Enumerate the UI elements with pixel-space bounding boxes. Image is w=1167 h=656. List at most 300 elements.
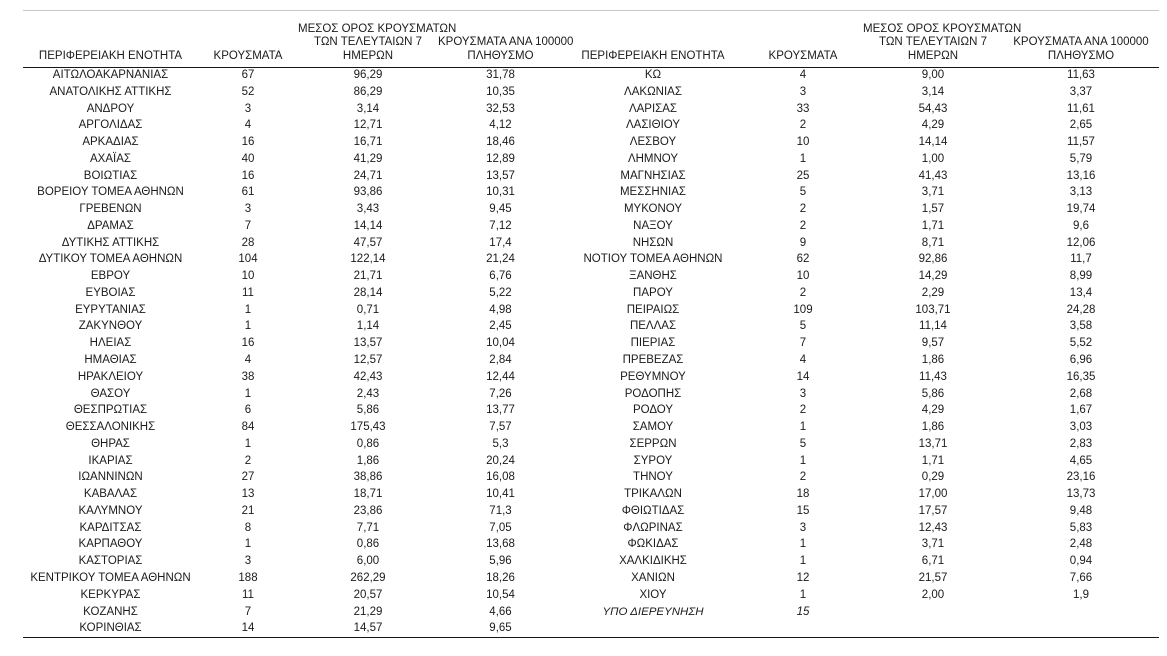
table-row — [563, 486, 1159, 503]
per100k-cell: 3,13 — [1069, 186, 1093, 199]
cases-cell: 61 — [241, 186, 255, 199]
cases-cell: 4 — [799, 69, 807, 81]
avg7-cell: 3,14 — [921, 85, 945, 98]
region-cell: ΡΕΘΥΜΝΟΥ — [620, 370, 686, 383]
table-row — [563, 469, 1159, 486]
cases-cell: 9 — [799, 236, 807, 249]
region-cell: ΡΟΔΟΥ — [632, 404, 674, 417]
per100k-cell: 3,03 — [1069, 421, 1093, 434]
region-cell: ΙΚΑΡΙΑΣ — [88, 454, 133, 467]
table-row — [23, 184, 563, 201]
per100k-cell: 4,12 — [489, 119, 512, 132]
table-row — [563, 84, 1159, 101]
avg7-cell: 21,29 — [353, 605, 383, 618]
table-row — [563, 117, 1159, 134]
avg7-cell: 1,14 — [356, 320, 380, 333]
avg7-cell: 20,57 — [353, 588, 383, 601]
cases-cell: 1 — [799, 588, 807, 601]
region-cell: ΘΕΣΠΡΩΤΙΑΣ — [73, 404, 148, 417]
avg7-cell: 14,29 — [918, 270, 948, 283]
per100k-cell: 5,22 — [489, 286, 512, 299]
avg7-cell: 103,71 — [915, 303, 951, 316]
cases-cell: 16 — [241, 169, 255, 182]
per100k-cell: 2,45 — [489, 320, 512, 333]
column-header-region — [23, 11, 198, 67]
per100k-cell: 18,26 — [486, 571, 515, 584]
per100k-cell: 12,44 — [486, 370, 515, 383]
per100k-cell: 1,9 — [1073, 588, 1089, 601]
per100k-cell: 2,65 — [1069, 119, 1093, 132]
avg7-cell: 14,14 — [918, 136, 948, 149]
region-cell: ΑΝΑΤΟΛΙΚΗΣ ΑΤΤΙΚΗΣ — [49, 85, 172, 98]
per100k-cell: 2,83 — [1069, 437, 1093, 450]
region-cell: ΔΥΤΙΚΟΥ ΤΟΜΕΑ ΑΘΗΝΩΝ — [38, 253, 183, 266]
column-header-per100k — [1003, 11, 1159, 67]
per100k-cell: 19,74 — [1066, 203, 1096, 216]
avg7-cell: 14,14 — [353, 219, 383, 232]
per100k-cell: 31,78 — [486, 69, 515, 81]
avg7-cell: 2,29 — [921, 286, 945, 299]
per100k-cell: 23,16 — [1066, 471, 1096, 484]
per100k-cell: 10,04 — [486, 337, 515, 350]
table-row — [563, 101, 1159, 118]
region-cell: ΚΑΣΤΟΡΙΑΣ — [78, 555, 143, 568]
per100k-cell: 3,58 — [1069, 320, 1093, 333]
cases-cell: 1 — [244, 538, 252, 551]
avg7-cell: 1,57 — [921, 203, 945, 216]
per100k-cell: 9,65 — [489, 622, 512, 635]
column-header-cases — [198, 11, 298, 67]
region-cell: ΤΡΙΚΑΛΩΝ — [624, 488, 682, 501]
avg7-cell: 18,71 — [353, 488, 383, 501]
per100k-cell: 7,66 — [1069, 571, 1093, 584]
table-row — [563, 419, 1159, 436]
table-row — [563, 402, 1159, 419]
avg7-cell: 8,71 — [921, 236, 945, 249]
column-header-per100k-line2: ΠΛΗΘΥΣΜΟ — [1047, 49, 1115, 62]
table-row — [23, 469, 563, 486]
avg7-cell: 1,71 — [921, 219, 945, 232]
table-row — [23, 151, 563, 168]
table-row — [23, 570, 563, 587]
cases-cell: 3 — [244, 102, 252, 115]
per100k-cell: 2,68 — [1069, 387, 1093, 400]
region-cell: ΛΑΣΙΘΙΟΥ — [625, 119, 681, 132]
table-row — [563, 453, 1159, 470]
region-cell: ΜΥΚΟΝΟΥ — [623, 203, 683, 216]
table-row — [23, 335, 563, 352]
region-cell: ΦΘΙΩΤΙΔΑΣ — [621, 504, 685, 517]
avg7-cell: 21,57 — [918, 571, 948, 584]
table-row — [563, 168, 1159, 185]
cases-cell: 16 — [241, 136, 255, 149]
avg7-cell: 96,29 — [353, 69, 383, 81]
region-cell: ΠΕΛΛΑΣ — [629, 320, 677, 333]
table-row — [563, 151, 1159, 168]
region-cell: ΣΕΡΡΩΝ — [629, 437, 677, 450]
region-cell: ΜΑΓΝΗΣΙΑΣ — [620, 169, 686, 182]
cases-cell: 38 — [241, 370, 255, 383]
cases-cell: 84 — [241, 421, 255, 434]
cases-cell: 15 — [796, 605, 810, 618]
table-header-right — [563, 11, 1159, 67]
table-row — [23, 402, 563, 419]
region-cell: ΥΠΟ ΔΙΕΡΕΥΝΗΣΗ — [602, 605, 704, 618]
table-row — [23, 285, 563, 302]
cases-cell: 5 — [799, 437, 807, 450]
table-row — [23, 620, 563, 637]
avg7-cell: 2,43 — [356, 387, 380, 400]
region-cell: ΧΑΛΚΙΔΙΚΗΣ — [619, 555, 687, 568]
table-row — [23, 134, 563, 151]
cases-cell: 12 — [796, 571, 810, 584]
table-row — [23, 168, 563, 185]
per100k-cell: 11,63 — [1067, 69, 1095, 81]
region-cell: ΔΥΤΙΚΗΣ ΑΤΤΙΚΗΣ — [61, 236, 160, 249]
avg7-cell: 93,86 — [353, 186, 383, 199]
region-cell: ΚΕΝΤΡΙΚΟΥ ΤΟΜΕΑ ΑΘΗΝΩΝ — [30, 571, 191, 584]
cases-cell: 1 — [799, 454, 807, 467]
avg7-cell: 4,29 — [921, 404, 945, 417]
cases-cell: 109 — [793, 303, 813, 316]
column-header-avg7-line3: ΗΜΕΡΩΝ — [907, 49, 959, 62]
table-row — [23, 101, 563, 118]
cases-cell: 62 — [796, 253, 810, 266]
avg7-cell: 5,86 — [356, 404, 380, 417]
avg7-cell: 12,43 — [918, 521, 948, 534]
avg7-cell: 6,00 — [356, 555, 380, 568]
region-cell: ΣΥΡΟΥ — [633, 454, 673, 467]
region-cell: ΛΕΣΒΟΥ — [629, 136, 677, 149]
region-cell: ΑΝΔΡΟΥ — [86, 102, 135, 115]
table-row — [23, 604, 563, 621]
column-header-cases-label: ΚΡΟΥΣΜΑΤΑ — [768, 49, 838, 62]
region-cell: ΔΡΑΜΑΣ — [87, 219, 134, 232]
column-header-per100k-line2: ΠΛΗΘΥΣΜΟ — [467, 49, 534, 62]
table-row — [23, 235, 563, 252]
cases-cell: 2 — [799, 404, 807, 417]
avg7-cell: 7,71 — [356, 521, 380, 534]
per100k-cell: 10,31 — [486, 186, 515, 199]
cases-cell: 1 — [244, 387, 252, 400]
per100k-cell: 13,16 — [1066, 169, 1096, 182]
cases-cell: 1 — [244, 437, 252, 450]
per100k-cell: 1,67 — [1069, 404, 1093, 417]
table-row — [563, 570, 1159, 587]
region-cell: ΝΗΣΩΝ — [632, 236, 674, 249]
avg7-cell: 54,43 — [918, 102, 948, 115]
avg7-cell: 23,86 — [353, 504, 383, 517]
column-header-avg7-line2: ΤΩΝ ΤΕΛΕΥΤΑΙΩΝ 7 — [314, 36, 422, 48]
table-row — [563, 285, 1159, 302]
cases-cell: 7 — [799, 337, 807, 350]
avg7-cell: 0,71 — [356, 303, 380, 316]
cases-cell: 14 — [241, 622, 255, 635]
avg7-cell: 12,57 — [353, 354, 383, 367]
region-cell: ΤΗΝΟΥ — [633, 471, 673, 484]
table-row — [23, 503, 563, 520]
region-cell: ΚΑΛΥΜΝΟΥ — [78, 504, 143, 517]
per100k-cell: 2,48 — [1069, 538, 1093, 551]
table-row — [563, 352, 1159, 369]
per100k-cell: 13,77 — [486, 404, 515, 417]
per100k-cell: 71,3 — [489, 504, 512, 517]
per100k-cell: 13,57 — [486, 169, 515, 182]
per100k-cell: 11,61 — [1067, 102, 1095, 115]
avg7-cell: 17,00 — [918, 488, 948, 501]
cases-cell: 4 — [244, 119, 252, 132]
table-row — [563, 386, 1159, 403]
region-cell: ΕΥΡΥΤΑΝΙΑΣ — [75, 303, 146, 316]
cases-table-right — [563, 11, 1159, 620]
cases-cell: 1 — [799, 555, 807, 568]
cases-cell: 10 — [796, 270, 810, 283]
region-cell: ΦΛΩΡΙΝΑΣ — [623, 521, 683, 534]
region-cell: ΝΟΤΙΟΥ ΤΟΜΕΑ ΑΘΗΝΩΝ — [583, 253, 723, 266]
avg7-cell: 0,29 — [921, 471, 945, 484]
avg7-cell — [863, 604, 1003, 621]
column-header-avg7-line1: ΜΕΣΟΣ ΟΡΟΣ ΚΡΟΥΣΜΑΤΩΝ — [298, 22, 457, 35]
region-cell: ΣΑΜΟΥ — [632, 421, 674, 434]
table-row — [23, 436, 563, 453]
cases-cell: 11 — [242, 588, 254, 601]
cases-cell: 52 — [241, 85, 255, 98]
avg7-cell: 6,71 — [921, 555, 945, 568]
column-header-avg7-line3: ΗΜΕΡΩΝ — [342, 49, 394, 62]
avg7-cell: 11,43 — [919, 370, 947, 383]
avg7-cell: 175,43 — [350, 421, 386, 434]
region-cell: ΑΧΑΪΑΣ — [90, 152, 131, 165]
cases-cell: 1 — [244, 320, 252, 333]
table-row — [23, 553, 563, 570]
table-body-right — [563, 67, 1159, 620]
table-row — [23, 67, 563, 84]
cases-cell: 33 — [796, 102, 810, 115]
column-header-per100k — [438, 11, 574, 67]
region-cell: ΧΙΟΥ — [639, 588, 667, 601]
avg7-cell: 41,43 — [918, 169, 948, 182]
region-cell: ΝΑΞΟΥ — [633, 219, 673, 232]
region-cell: ΧΑΝΙΩΝ — [631, 571, 675, 584]
column-header-avg7-line2: ΤΩΝ ΤΕΛΕΥΤΑΙΩΝ 7 — [879, 36, 987, 48]
cases-cell: 3 — [799, 85, 807, 98]
avg7-cell: 86,29 — [353, 85, 383, 98]
per100k-cell: 12,06 — [1066, 236, 1096, 249]
avg7-cell: 2,00 — [921, 588, 945, 601]
column-header-region — [563, 11, 743, 67]
table-row — [563, 302, 1159, 319]
region-cell: ΛΗΜΝΟΥ — [627, 152, 679, 165]
per100k-cell: 2,84 — [489, 354, 512, 367]
cases-cell: 16 — [241, 337, 255, 350]
table-row — [563, 251, 1159, 268]
table-row — [23, 117, 563, 134]
region-cell: ΑΡΚΑΔΙΑΣ — [82, 136, 139, 149]
cases-cell: 2 — [799, 286, 807, 299]
region-cell: ΠΡΕΒΕΖΑΣ — [622, 354, 684, 367]
table-row — [563, 436, 1159, 453]
table-row — [23, 268, 563, 285]
cases-cell: 188 — [238, 571, 258, 584]
cases-cell: 104 — [238, 253, 258, 266]
per100k-cell: 3,37 — [1069, 85, 1093, 98]
table-row — [23, 84, 563, 101]
cases-cell: 4 — [244, 354, 252, 367]
cases-cell: 3 — [244, 203, 252, 216]
per100k-cell: 16,35 — [1066, 370, 1096, 383]
cases-cell: 67 — [241, 69, 255, 81]
region-cell: ΗΛΕΙΑΣ — [89, 337, 132, 350]
per100k-cell: 13,73 — [1066, 488, 1096, 501]
cases-cell: 28 — [241, 236, 255, 249]
per100k-cell: 7,57 — [489, 421, 512, 434]
table-row — [563, 335, 1159, 352]
table-row — [23, 536, 563, 553]
per100k-cell: 0,94 — [1069, 555, 1093, 568]
table-row — [563, 536, 1159, 553]
cases-cell: 5 — [799, 320, 807, 333]
column-header-avg7-line1: ΜΕΣΟΣ ΟΡΟΣ ΚΡΟΥΣΜΑΤΩΝ — [863, 22, 1022, 35]
region-cell: ΚΟΖΑΝΗΣ — [83, 605, 138, 618]
table-row — [23, 486, 563, 503]
avg7-cell: 1,71 — [921, 454, 945, 467]
table-row — [23, 318, 563, 335]
per100k-cell: 5,83 — [1069, 521, 1093, 534]
table-row — [563, 235, 1159, 252]
region-cell: ΓΡΕΒΕΝΩΝ — [79, 203, 142, 216]
table-row — [563, 134, 1159, 151]
avg7-cell: 17,57 — [918, 504, 948, 517]
table-header-left — [23, 11, 574, 67]
table-row — [23, 587, 563, 604]
table-row — [23, 352, 563, 369]
table-row — [23, 302, 563, 319]
table-row — [563, 201, 1159, 218]
table-row — [563, 604, 1159, 621]
avg7-cell: 1,86 — [921, 421, 945, 434]
per100k-cell: 6,76 — [489, 270, 512, 283]
per100k-cell: 24,28 — [1066, 303, 1096, 316]
avg7-cell: 28,14 — [353, 286, 383, 299]
region-cell: ΙΩΑΝΝΙΝΩΝ — [78, 471, 143, 484]
region-cell: ΚΑΡΔΙΤΣΑΣ — [79, 521, 142, 534]
avg7-cell: 13,57 — [353, 337, 383, 350]
region-cell: ΒΟΙΩΤΙΑΣ — [83, 169, 138, 182]
cases-cell: 14 — [796, 370, 810, 383]
cases-cell: 5 — [799, 186, 807, 199]
avg7-cell: 11,14 — [919, 320, 947, 333]
table-row — [563, 503, 1159, 520]
region-cell: ΑΡΓΟΛΙΔΑΣ — [78, 119, 143, 132]
cases-cell: 7 — [244, 605, 252, 618]
per100k-cell: 7,05 — [489, 521, 512, 534]
per100k-cell: 8,99 — [1069, 270, 1093, 283]
cases-cell: 6 — [244, 404, 252, 417]
per100k-cell: 5,3 — [492, 437, 509, 450]
avg7-cell: 9,00 — [921, 69, 945, 81]
per100k-cell: 16,08 — [486, 471, 515, 484]
region-cell: ΠΕΙΡΑΙΩΣ — [626, 303, 680, 316]
avg7-cell: 122,14 — [350, 253, 386, 266]
avg7-cell: 1,00 — [921, 152, 945, 165]
region-cell: ΘΕΣΣΑΛΟΝΙΚΗΣ — [65, 421, 156, 434]
per100k-cell: 17,4 — [489, 236, 512, 249]
per100k-cell: 4,66 — [489, 605, 512, 618]
region-cell: ΛΑΡΙΣΑΣ — [628, 102, 678, 115]
per100k-cell: 18,46 — [486, 136, 515, 149]
region-cell: ΠΙΕΡΙΑΣ — [630, 337, 676, 350]
cases-cell: 2 — [244, 454, 252, 467]
table-row — [23, 201, 563, 218]
region-cell: ΜΕΣΣΗΝΙΑΣ — [619, 186, 687, 199]
avg7-cell: 14,57 — [353, 622, 383, 635]
cases-cell: 4 — [799, 354, 807, 367]
region-cell: ΚΑΒΑΛΑΣ — [83, 488, 138, 501]
avg7-cell: 3,71 — [921, 538, 945, 551]
table-row — [23, 520, 563, 537]
table-row — [563, 520, 1159, 537]
cases-cell: 10 — [241, 270, 255, 283]
cases-cell: 3 — [244, 555, 252, 568]
table-row — [23, 251, 563, 268]
per100k-cell: 5,96 — [489, 555, 512, 568]
cases-cell: 18 — [796, 488, 810, 501]
cases-cell: 1 — [244, 303, 252, 316]
per100k-cell: 5,79 — [1069, 152, 1093, 165]
table-row — [563, 184, 1159, 201]
region-cell: ΡΟΔΟΠΗΣ — [624, 387, 682, 400]
region-cell: ΞΑΝΘΗΣ — [629, 270, 677, 283]
cases-cell: 1 — [799, 538, 807, 551]
per100k-cell: 10,41 — [486, 488, 515, 501]
region-cell: ΕΥΒΟΙΑΣ — [85, 286, 136, 299]
per100k-cell: 11,7 — [1070, 253, 1092, 266]
region-cell: ΘΑΣΟΥ — [90, 387, 131, 400]
cases-cell: 3 — [799, 521, 807, 534]
per100k-cell: 9,45 — [489, 203, 512, 216]
per100k-cell: 5,52 — [1069, 337, 1093, 350]
cases-cell: 2 — [799, 471, 807, 484]
avg7-cell: 0,86 — [356, 538, 380, 551]
per100k-cell: 6,96 — [1069, 354, 1093, 367]
cases-cell: 7 — [244, 219, 252, 232]
avg7-cell: 16,71 — [353, 136, 383, 149]
table-row — [563, 587, 1159, 604]
column-header-cases — [743, 11, 863, 67]
cases-cell: 2 — [799, 203, 807, 216]
avg7-cell: 3,14 — [356, 102, 380, 115]
region-cell: ΚΩ — [644, 69, 662, 81]
region-cell: ΛΑΚΩΝΙΑΣ — [624, 85, 682, 98]
column-header-avg7 — [298, 11, 457, 67]
cases-cell: 1 — [799, 421, 807, 434]
per100k-cell: 32,53 — [486, 102, 515, 115]
region-cell: ΗΜΑΘΙΑΣ — [84, 354, 137, 367]
per100k-cell: 13,4 — [1069, 286, 1093, 299]
per100k-cell: 9,6 — [1073, 219, 1089, 232]
cases-cell: 2 — [799, 119, 807, 132]
region-cell: ΘΗΡΑΣ — [91, 437, 130, 450]
avg7-cell: 1,86 — [356, 454, 380, 467]
region-cell: ΕΒΡΟΥ — [90, 270, 131, 283]
table-row — [563, 67, 1159, 84]
avg7-cell: 4,29 — [921, 119, 945, 132]
region-cell: ΚΕΡΚΥΡΑΣ — [80, 588, 141, 601]
table-row — [563, 268, 1159, 285]
avg7-cell: 9,57 — [921, 337, 945, 350]
column-header-cases-label: ΚΡΟΥΣΜΑΤΑ — [213, 49, 283, 62]
column-header-region-label: ΠΕΡΙΦΕΡΕΙΑΚΗ ΕΝΟΤΗΤΑ — [38, 49, 183, 62]
